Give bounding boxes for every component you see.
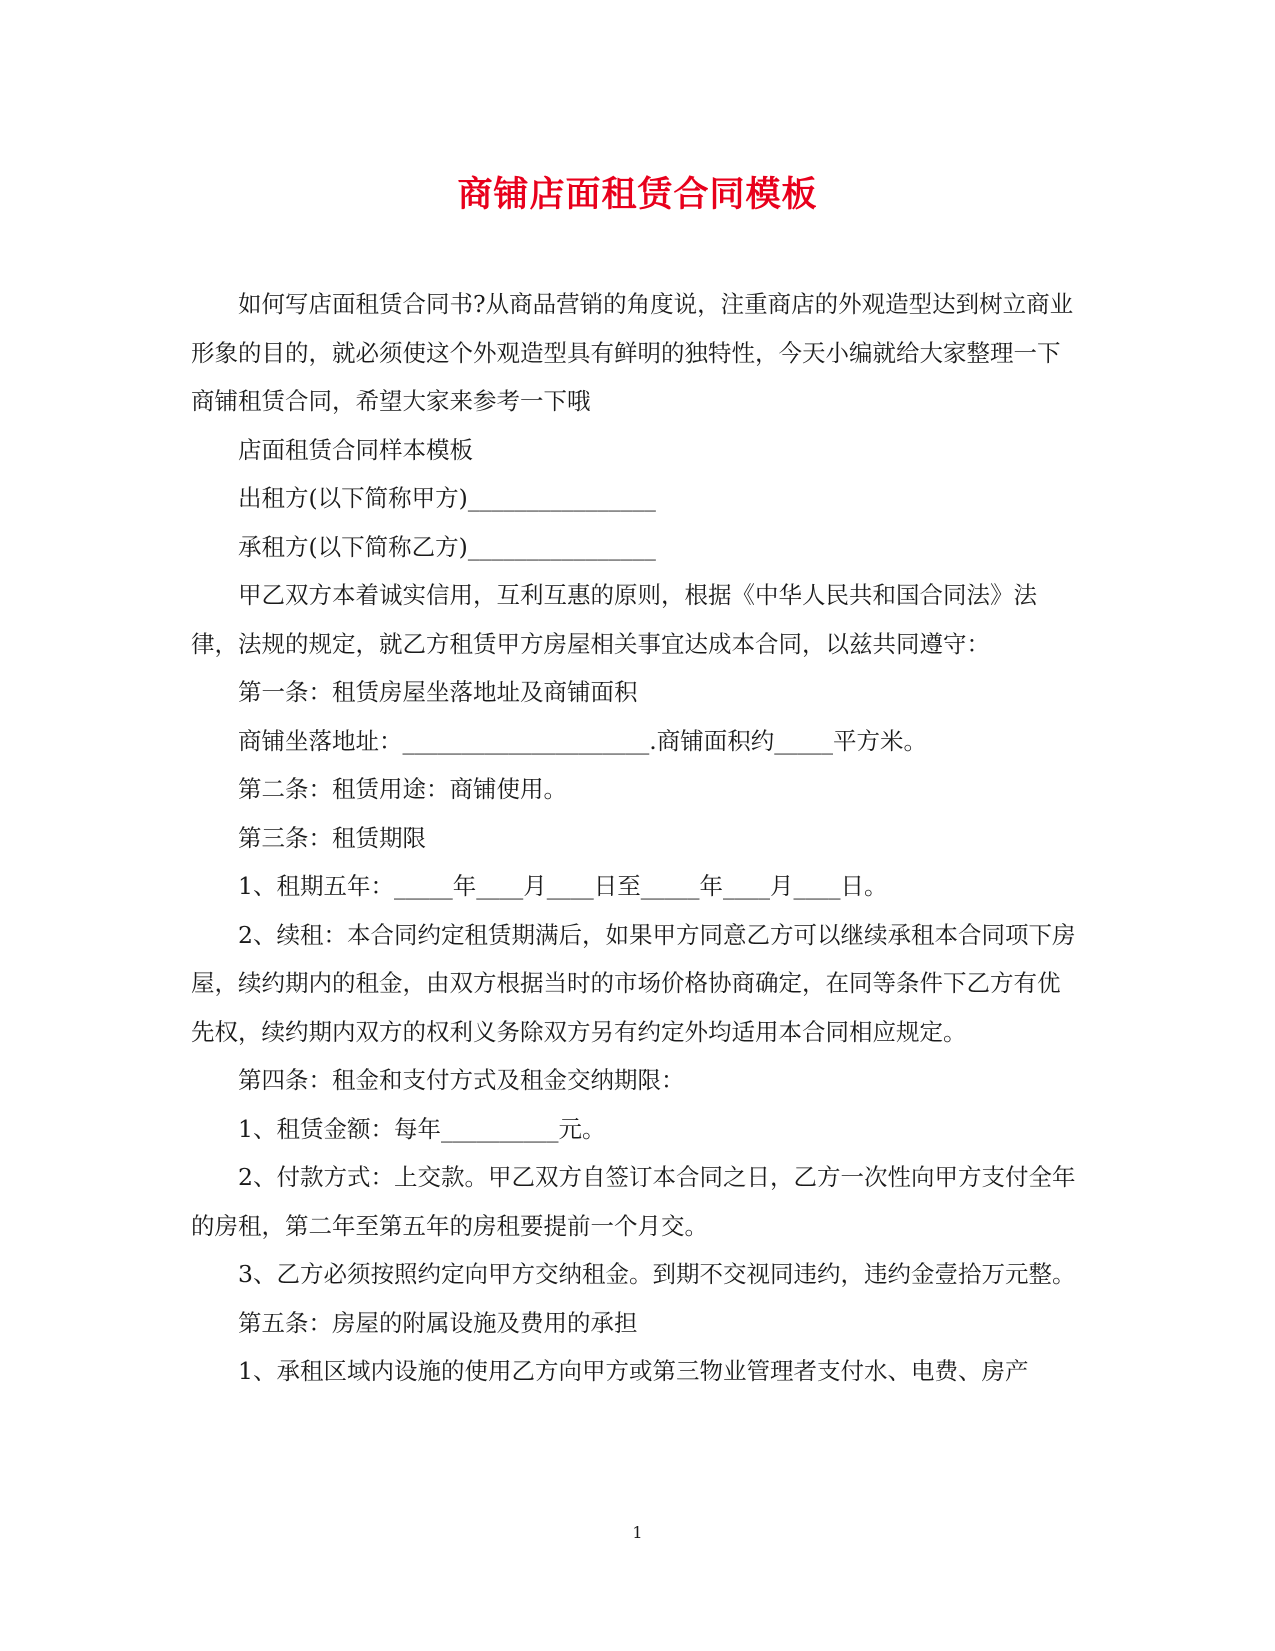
paragraph-article-1: 第一条：租赁房屋坐落地址及商铺面积 — [238, 678, 638, 706]
paragraph-article-5: 第五条：房屋的附属设施及费用的承担 — [238, 1308, 638, 1337]
paragraph-penalty: 3、乙方必须按照约定向甲方交纳租金。到期不交视同违约，违约金壹拾万元整。 — [238, 1260, 1076, 1288]
paragraph-preamble: 甲乙双方本着诚实信用，互利互惠的原则，根据《中华人民共和国合同法》法律，法规的规定，就乙方租赁甲方房屋相关事宜达成本合同，以兹共同遵守： — [191, 581, 1037, 658]
document-body — [191, 280, 1081, 1396]
paragraph-rent-amount: 1、租赁金额：每年__________元。 — [238, 1114, 606, 1143]
paragraph-article-3: 第三条：租赁期限 — [238, 823, 426, 852]
paragraph-facilities: 1、承租区域内设施的使用乙方向甲方或第三物业管理者支付水、电费、房产 — [238, 1357, 1029, 1385]
paragraph-renewal: 2、续租：本合同约定租赁期满后，如果甲方同意乙方可以继续承租本合同项下房屋，续约期内的租金，由双方根据当时的市场价格协商确定，在同等条件下乙方有优先权，续约期内双方的权利义务除双方另有约定外均适用本合同相应规定。 — [191, 920, 1076, 1046]
paragraph-payment-method: 2、付款方式：上交款。甲乙双方自签订本合同之日，乙方一次性向甲方支付全年的房租，第二年至第五年的房租要提前一个月交。 — [191, 1163, 1076, 1240]
paragraph-article-4: 第四条：租金和支付方式及租金交纳期限： — [238, 1066, 685, 1094]
paragraph-article-2: 第二条：租赁用途：商铺使用。 — [238, 775, 567, 803]
paragraph-lessee: 承租方(以下简称乙方)________________ — [238, 532, 656, 561]
paragraph-term: 1、租期五年：_____年____月____日至_____年____月____日。 — [238, 872, 888, 900]
paragraph-shop-address: 商铺坐落地址：_____________________.商铺面积约_____平方米。 — [238, 726, 927, 755]
paragraph-sample-heading: 店面租赁合同样本模板 — [238, 435, 473, 464]
paragraph-intro: 如何写店面租赁合同书?从商品营销的角度说，注重商店的外观造型达到树立商业形象的目的，就必须使这个外观造型具有鲜明的独特性，今天小编就给大家整理一下商铺租赁合同，希望大家来参考一下哦 — [191, 290, 1074, 415]
document-title: 商铺店面租赁合同模板 — [457, 174, 818, 215]
paragraph-lessor: 出租方(以下简称甲方)________________ — [238, 484, 656, 512]
page-number: 1 — [632, 1523, 643, 1542]
